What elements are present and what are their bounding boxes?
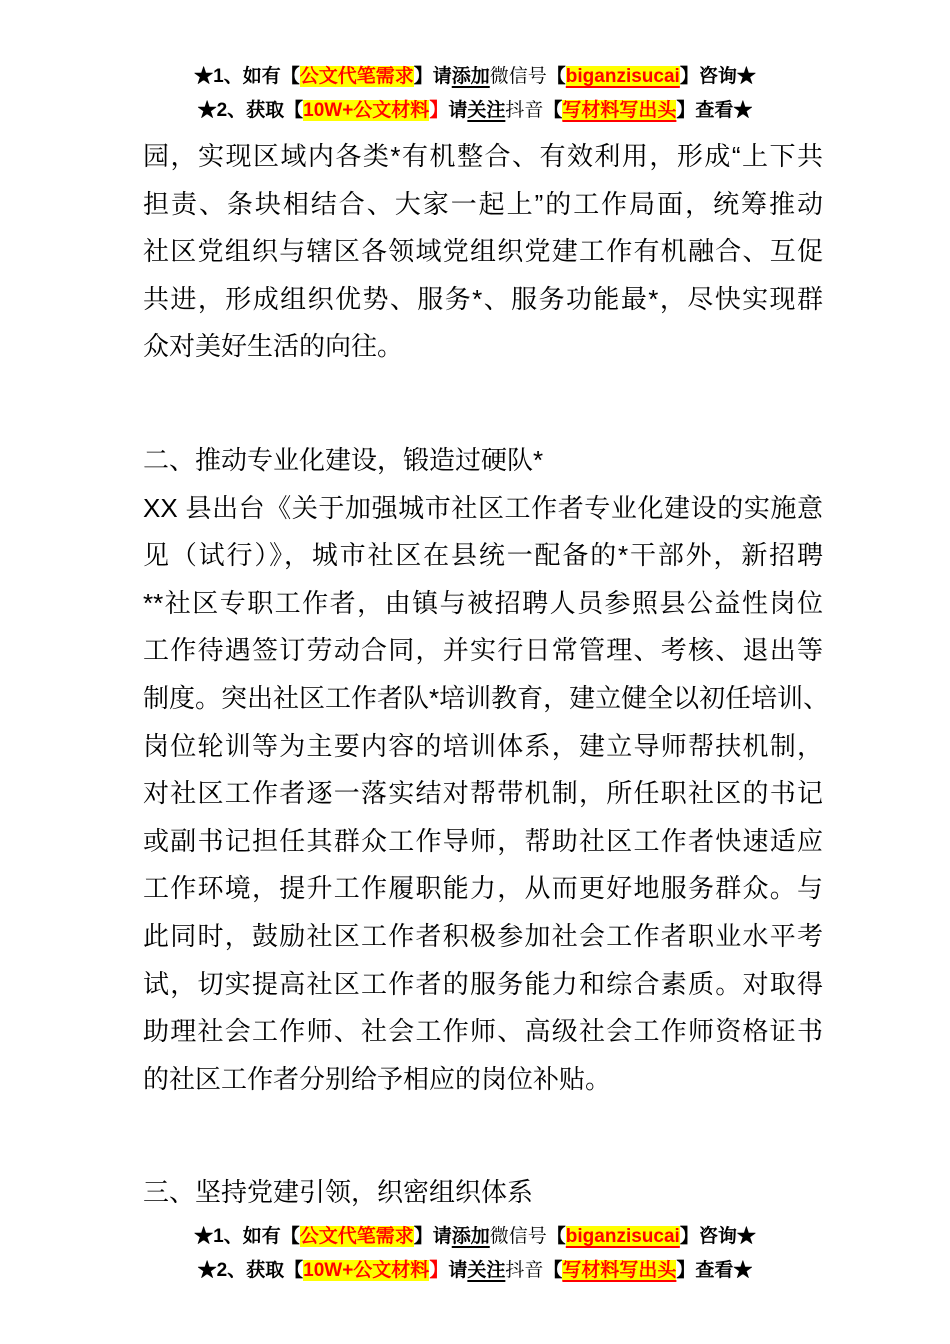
promo-segment: biganzisucai	[565, 66, 680, 87]
document-body	[143, 133, 830, 1217]
body-paragraph	[143, 133, 823, 371]
promo-segment: ★1、如有【	[194, 66, 300, 87]
promo-segment: 【	[546, 66, 566, 87]
section-heading: 二、推动专业化建设，锻造过硬队*	[143, 444, 544, 475]
promo-segment: 】请	[413, 66, 452, 87]
text-line: 工作待遇签订劳动合同，并实行日常管理、考核、退出等	[143, 635, 823, 666]
text-line: 或副书记担任其群众工作导师，帮助社区工作者快速适应	[143, 825, 823, 856]
promo-segment: 】咨询★	[679, 1225, 756, 1247]
text-line: 的社区工作者分别给予相应的岗位补贴。	[143, 1063, 612, 1094]
promo-line-2	[0, 94, 950, 128]
promo-line-2	[0, 1254, 950, 1288]
text-line: **社区专职工作者，由镇与被招聘人员参照县公益性岗位	[143, 587, 823, 618]
promo-segment: 添加	[451, 66, 490, 87]
promo-segment: 关注	[467, 1259, 506, 1281]
promo-line-1	[0, 1220, 950, 1254]
promo-segment: 公文代笔需求	[299, 66, 414, 87]
promo-segment: 微信号	[489, 1225, 547, 1247]
section-heading: 三、坚持党建引领，织密组织体系	[143, 1177, 534, 1208]
text-line: 共进，形成组织优势、服务*、服务功能最*，尽快实现群	[143, 283, 823, 314]
text-line: 助理社会工作师、社会工作师、高级社会工作师资格证书	[143, 1016, 823, 1047]
promo-segment: 抖音	[505, 100, 544, 121]
promo-segment: 抖音	[505, 1259, 544, 1281]
promo-segment: 添加	[451, 1225, 490, 1247]
promo-segment: 】查看★	[676, 100, 753, 121]
promo-segment: 请	[448, 1259, 468, 1281]
text-line: 工作环境，提升工作履职能力，从而更好地服务群众。与	[143, 873, 823, 904]
promo-segment: 】咨询★	[679, 66, 756, 87]
text-line: 社区党组织与辖区各领域党组织党建工作有机融合、互促	[143, 236, 823, 267]
promo-segment: biganzisucai	[565, 1225, 680, 1247]
promo-banner-top	[0, 0, 950, 128]
promo-segment: 关注	[467, 100, 506, 121]
text-line: 见（试行）》，城市社区在县统一配备的*干部外，新招聘	[143, 540, 823, 571]
promo-segment: 【	[546, 1225, 566, 1247]
text-line: 担责、条块相结合、大家一起上”的工作局面，统筹推动	[143, 188, 823, 219]
text-line: 园，实现区域内各类*有机整合、有效利用，形成“上下共	[143, 141, 823, 171]
promo-segment: 公文代笔需求	[299, 1225, 414, 1247]
promo-segment: 写材料写出头	[562, 1259, 677, 1281]
body-paragraph	[143, 485, 830, 1104]
text-line: 制度。突出社区工作者队*培训教育，建立健全以初任培训、	[143, 682, 830, 713]
promo-segment: 请	[448, 100, 468, 121]
promo-segment: ★2、获取【	[197, 1259, 304, 1281]
promo-segment: ★2、获取【	[197, 100, 304, 121]
text-line: 试，切实提高社区工作者的服务能力和综合素质。对取得	[143, 968, 823, 999]
promo-segment: 】	[429, 100, 449, 121]
promo-segment: 】查看★	[676, 1259, 753, 1281]
promo-line-1	[0, 60, 950, 94]
promo-segment: 写材料写出头	[562, 100, 677, 121]
promo-segment: 】请	[413, 1225, 452, 1247]
promo-segment: 【	[543, 1259, 563, 1281]
text-line: 此同时，鼓励社区工作者积极参加社会工作者职业水平考	[143, 920, 823, 951]
promo-segment: ★1、如有【	[194, 1225, 300, 1247]
promo-segment: 10W+公文材料	[303, 1259, 430, 1281]
text-line: XX 县出台《关于加强城市社区工作者专业化建设的实施意	[143, 492, 823, 523]
promo-segment: 10W+公文材料	[303, 100, 430, 121]
promo-segment: 】	[429, 1259, 449, 1281]
promo-segment: 微信号	[489, 66, 547, 87]
promo-segment: 【	[543, 100, 563, 121]
text-line: 岗位轮训等为主要内容的培训体系，建立导师帮扶机制，	[143, 730, 823, 761]
text-line: 众对美好生活的向往。	[143, 331, 404, 362]
text-line: 对社区工作者逐一落实结对帮带机制，所任职社区的书记	[143, 778, 823, 809]
promo-banner-bottom	[0, 1217, 950, 1288]
